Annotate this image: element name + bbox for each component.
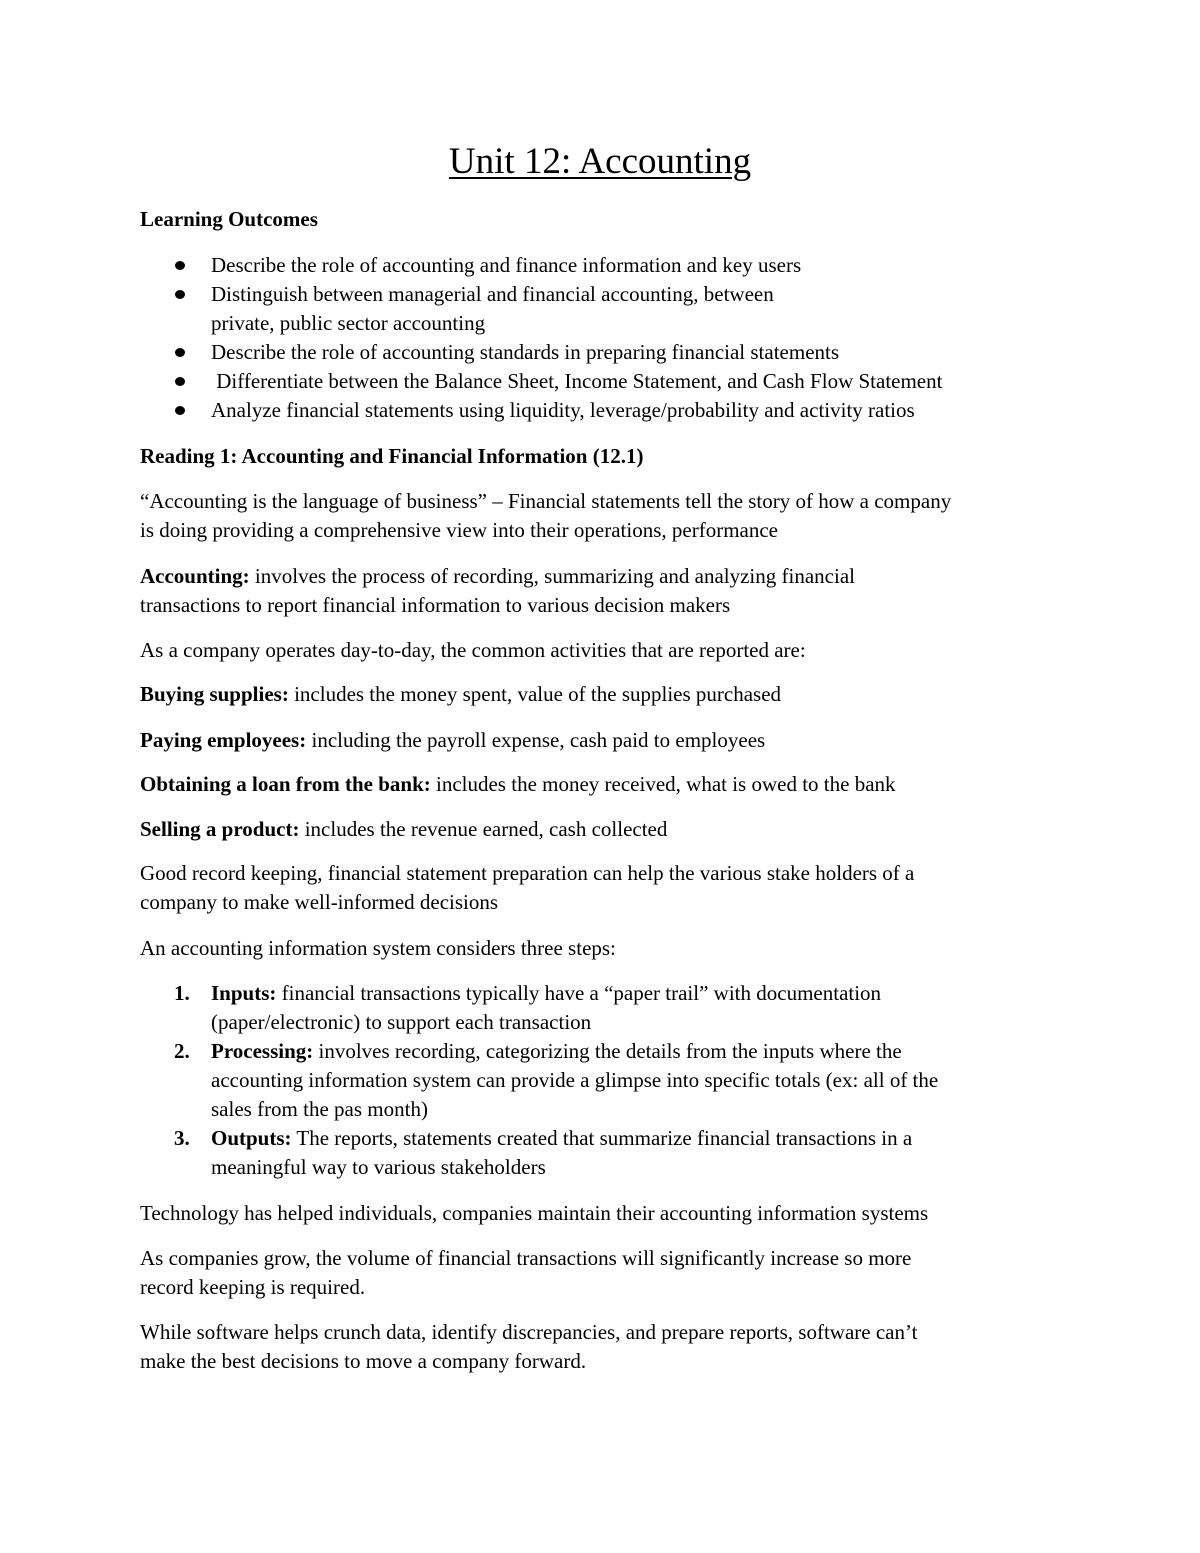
- bullet-icon: [175, 377, 185, 386]
- learning-outcomes-list: [140, 251, 1060, 425]
- list-item: 3. Outputs: The reports, statements created that summarize financial transactions in a meaningful way to various stakeholders: [174, 1126, 913, 1179]
- learning-outcomes-heading: Learning Outcomes: [140, 207, 318, 231]
- list-item: Describe the role of accounting and finance information and key users: [140, 251, 1060, 280]
- bullet-icon: [175, 261, 185, 270]
- accounting-definition: Accounting: involves the process of recording, summarizing and analyzing financial transactions to report financial information to various decision makers: [140, 564, 855, 617]
- quote-paragraph: “Accounting is the language of business” – Financial statements tell the story of how a company is doing providing a comprehensive view into their operations, performance: [140, 489, 952, 542]
- list-item: 1. Inputs: financial transactions typically have a “paper trail” with documentation (paper/electronic) to support each transaction: [174, 981, 882, 1034]
- ais-intro: An accounting information system considers three steps:: [140, 936, 616, 960]
- list-item: Analyze financial statements using liquidity, leverage/probability and activity ratios: [140, 396, 1060, 425]
- activity-item: Selling a product: includes the revenue earned, cash collected: [140, 817, 668, 841]
- list-item: Differentiate between the Balance Sheet, Income Statement, and Cash Flow Statement: [140, 367, 1060, 396]
- growth-paragraph: As companies grow, the volume of financial transactions will significantly increase so more record keeping is required.: [140, 1246, 912, 1299]
- list-item: Describe the role of accounting standards in preparing financial statements: [140, 338, 1060, 367]
- activity-item: Obtaining a loan from the bank: includes the money received, what is owed to the bank: [140, 772, 896, 796]
- ais-steps-list: [140, 979, 1060, 1182]
- technology-paragraph: Technology has helped individuals, companies maintain their accounting information systems: [140, 1201, 929, 1225]
- reading-heading: Reading 1: Accounting and Financial Information (12.1): [140, 444, 644, 468]
- activity-item: Paying employees: including the payroll expense, cash paid to employees: [140, 728, 766, 752]
- list-item: 2. Processing: involves recording, categorizing the details from the inputs where the accounting information system can provide a glimpse into specific totals (ex: all of the sales from the pas month): [174, 1039, 939, 1121]
- list-item: Distinguish between managerial and financial accounting, between private, public sector accounting: [140, 280, 1060, 338]
- page-title: Unit 12: Accounting: [448, 141, 752, 182]
- bullet-icon: [175, 290, 185, 299]
- record-keeping-paragraph: Good record keeping, financial statement preparation can help the various stake holders of a company to make well-informed decisions: [140, 861, 915, 914]
- bullet-icon: [175, 406, 185, 415]
- software-paragraph: While software helps crunch data, identify discrepancies, and prepare reports, software can’t make the best decisions to move a company forward.: [140, 1320, 918, 1373]
- activity-item: Buying supplies: includes the money spent, value of the supplies purchased: [140, 682, 782, 706]
- activities-intro: As a company operates day-to-day, the common activities that are reported are:: [140, 638, 806, 662]
- bullet-icon: [175, 348, 185, 357]
